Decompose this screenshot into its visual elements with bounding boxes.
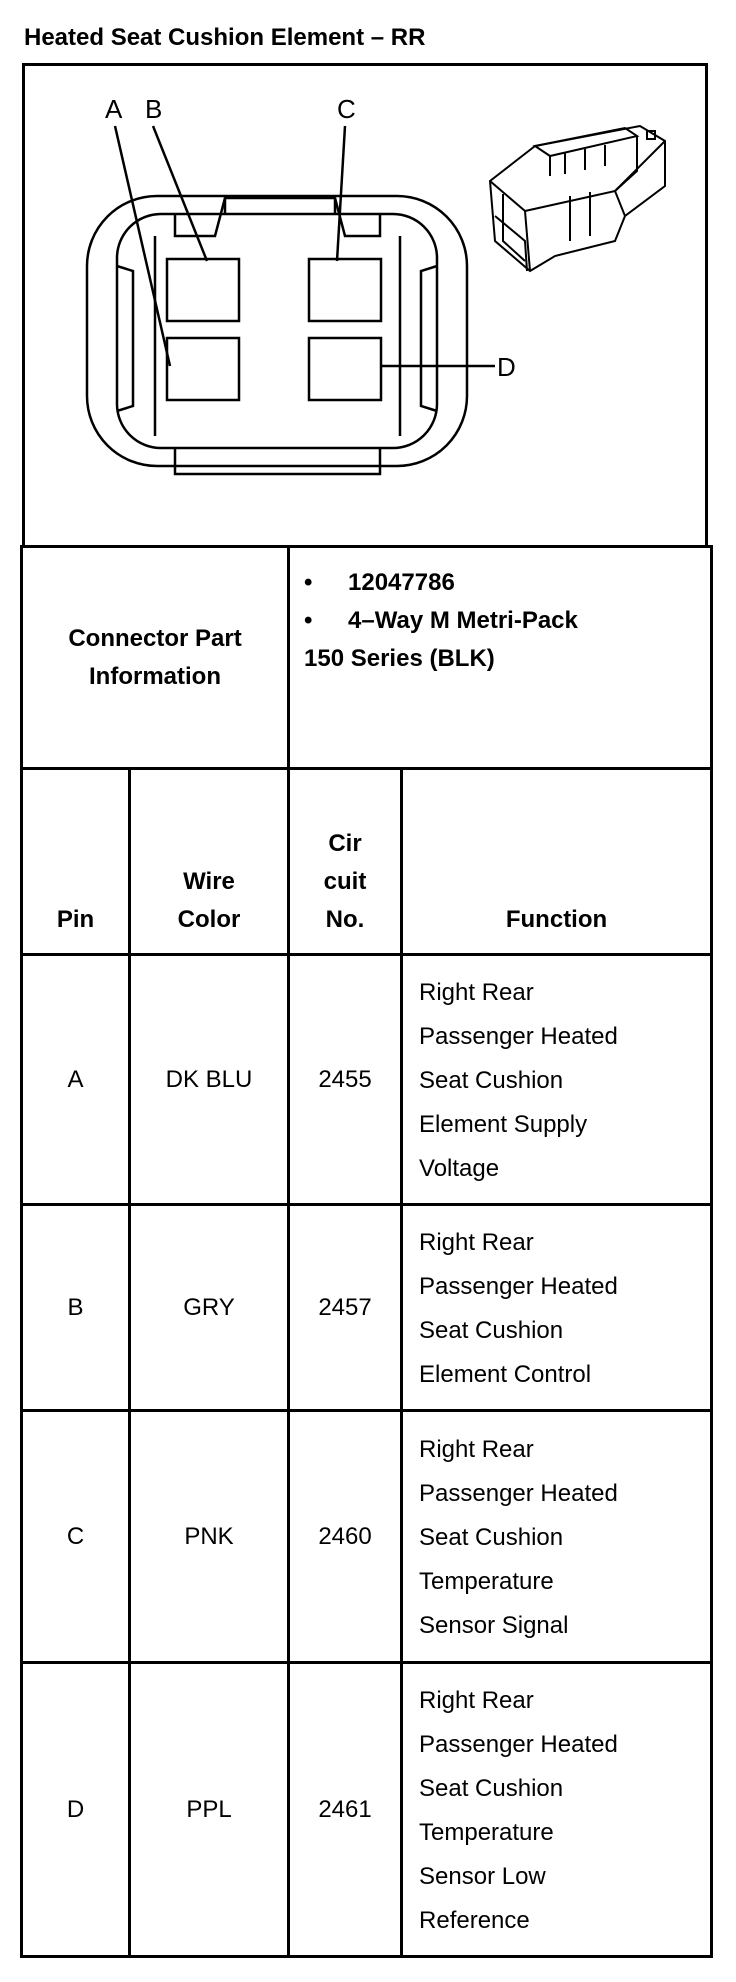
table-row bbox=[22, 955, 712, 1205]
connector-description: • 4–Way M Metri-Pack bbox=[304, 607, 578, 634]
function-cell: Right Rear Passenger Heated Seat Cushion Temperature Sensor Signal bbox=[402, 1411, 712, 1663]
pin-label-d: D bbox=[497, 352, 516, 382]
connector-diagram bbox=[22, 63, 708, 545]
function-cell: Right Rear Passenger Heated Seat Cushion Temperature Sensor Low Reference bbox=[402, 1663, 712, 1957]
function-cell: Right Rear Passenger Heated Seat Cushion Element Control bbox=[402, 1205, 712, 1411]
leader-line-a bbox=[115, 126, 170, 366]
header-function: Function bbox=[402, 769, 712, 955]
part-number: • 12047786 bbox=[304, 569, 455, 596]
pin-cavity-d bbox=[309, 338, 381, 400]
connector-key bbox=[175, 448, 380, 474]
pin-cell: D bbox=[22, 1663, 130, 1957]
circuit-cell: 2460 bbox=[289, 1411, 402, 1663]
connector-info-label: Connector Part Information bbox=[22, 547, 289, 769]
connector-info-details bbox=[289, 547, 712, 769]
table-row bbox=[22, 1205, 712, 1411]
pin-cavity-a bbox=[167, 338, 239, 400]
connector-latch bbox=[175, 198, 380, 236]
table-row bbox=[22, 1663, 712, 1957]
leader-line-c bbox=[337, 126, 345, 261]
connector-series: 150 Series (BLK) bbox=[304, 645, 495, 672]
header-pin: Pin bbox=[22, 769, 130, 955]
header-circuit: Cir cuit No. bbox=[289, 769, 402, 955]
pin-cell: B bbox=[22, 1205, 130, 1411]
page-title: Heated Seat Cushion Element – RR bbox=[24, 24, 426, 51]
wire-color-cell: PNK bbox=[130, 1411, 289, 1663]
connector-inner-shell bbox=[117, 214, 437, 448]
table-row bbox=[22, 1411, 712, 1663]
circuit-cell: 2455 bbox=[289, 955, 402, 1205]
pin-cell: C bbox=[22, 1411, 130, 1663]
function-cell: Right Rear Passenger Heated Seat Cushion Element Supply Voltage bbox=[402, 955, 712, 1205]
connector-3d-icon bbox=[490, 126, 665, 271]
pin-cavity-b bbox=[167, 259, 239, 321]
pin-cell: A bbox=[22, 955, 130, 1205]
pin-label-b: B bbox=[145, 94, 163, 124]
wire-color-cell: PPL bbox=[130, 1663, 289, 1957]
header-row bbox=[22, 769, 712, 955]
leader-line-b bbox=[153, 126, 207, 261]
pin-cavity-c bbox=[309, 259, 381, 321]
wire-color-cell: GRY bbox=[130, 1205, 289, 1411]
connector-info-row bbox=[22, 547, 712, 769]
wire-color-cell: DK BLU bbox=[130, 955, 289, 1205]
pin-label-c: C bbox=[337, 94, 356, 124]
circuit-cell: 2457 bbox=[289, 1205, 402, 1411]
connector-table bbox=[20, 545, 713, 1958]
circuit-cell: 2461 bbox=[289, 1663, 402, 1957]
pin-label-a: A bbox=[105, 94, 123, 124]
connector-face-icon bbox=[25, 66, 711, 548]
header-wire-color: Wire Color bbox=[130, 769, 289, 955]
connector-outer-shell bbox=[87, 196, 467, 466]
